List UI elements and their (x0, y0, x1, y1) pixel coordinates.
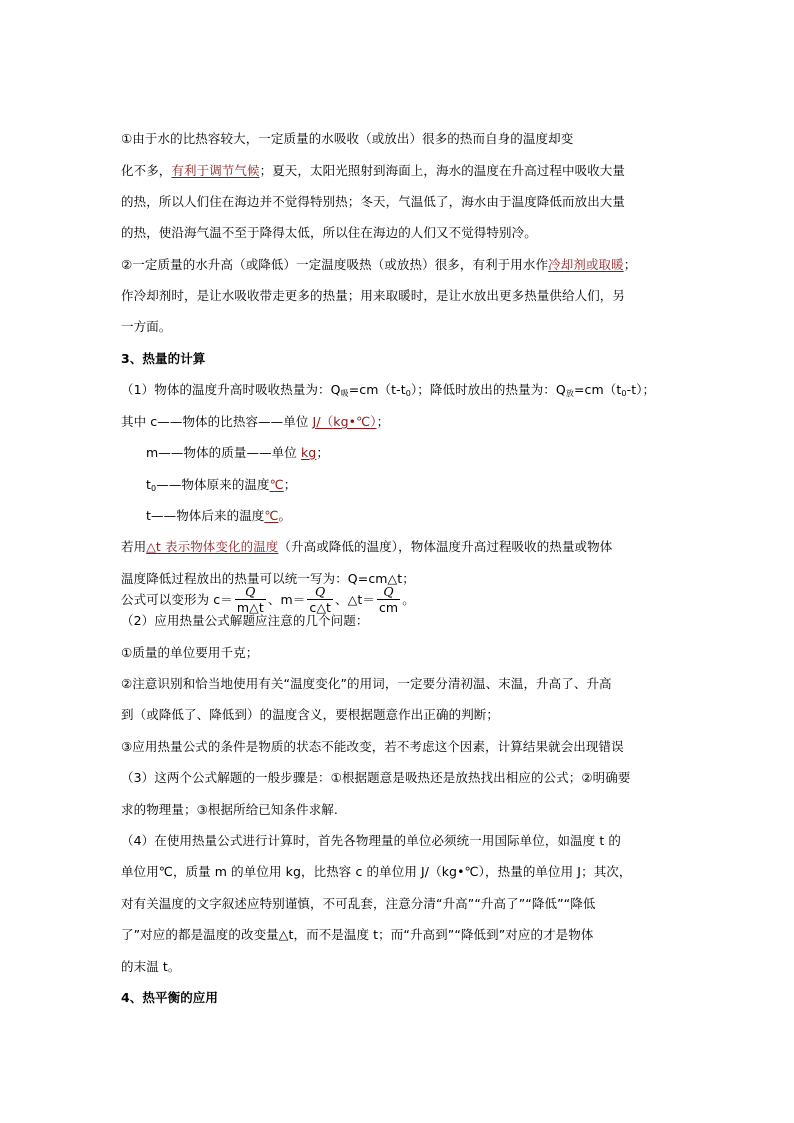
notes-line-1: （2）应用热量公式解题应注意的几个问题： (121, 613, 369, 628)
calc-line-5: t——物体后来的温度℃。 (146, 508, 292, 523)
calc-line-3: m——物体的质量——单位 kg； (146, 445, 329, 460)
notes-line-3: ②注意识别和恰当地使用有关“温度变化”的用词，一定要分清初温、末温，升高了、升高 (121, 676, 612, 691)
notes-line-2: ①质量的单位要用千克； (121, 645, 259, 660)
underlined-term: 冷却剂或取暖 (548, 257, 624, 272)
notes-line-6: （3）这两个公式解题的一般步骤是：①根据题意是吸热还是放热找出相应的公式；②明确要 (121, 770, 631, 785)
notes-line-5: ③应用热量公式的条件是物质的状态不能改变，若不考虑这个因素，计算结果就会出现错误 (121, 739, 624, 754)
unit-specific-heat: J/（kg•℃） (312, 414, 377, 429)
formula-line: 公式可以变形为 c＝ $\frac{Q}{m\triangle t}$ 、m＝ $\frac{Q}{c\triangle t}$ 、△t＝ $\frac{Q}{cm}$ 。 (121, 584, 415, 615)
notes-line-9: 单位用℃，质量 m 的单位用 kg，比热容 c 的单位用 J/（kg•℃），热量的单位用 J；其次， (121, 864, 632, 879)
notes-line-7: 求的物理量；③根据所给已知条件求解. (121, 802, 338, 817)
calc-line-7: 温度降低过程放出的热量可以统一写为：Q=cm△t； (121, 571, 415, 586)
underlined-term: △t 表示物体变化的温度 (146, 539, 279, 554)
notes-line-12: 的末温 t。 (121, 959, 181, 974)
unit-mass: kg (300, 445, 317, 460)
calc-line-6: 若用△t 表示物体变化的温度（升高或降低的温度），物体温度升高过程吸收的热量或物体 (121, 539, 613, 554)
calc-line-1: （1）物体的温度升高时吸收热量为：$Q_吸=cm(t-t_0)$；降低时放出的热量为：$Q_放=cm(t_0-t)$； (121, 382, 656, 398)
para-2-line-1: ②一定质量的水升高（或降低）一定温度吸热（或放热）很多，有利于用水作冷却剂或取暖； (121, 257, 637, 272)
para-2-line-3: 一方面。 (121, 319, 172, 334)
underlined-term: 有利于调节气候 (171, 163, 260, 178)
section-heading-4: 4、热平衡的应用 (121, 990, 218, 1005)
fraction-m: $\frac{Q}{c\triangle t}$ (309, 584, 332, 615)
calc-line-2: 其中 c——物体的比热容——单位 J/（kg•℃）； (121, 414, 390, 429)
calc-line-4: $t_0——$物体原来的温度℃； (146, 477, 297, 493)
notes-line-11: 了”对应的都是温度的改变量△t，而不是温度 t；而“升高到”“降低到”对应的才是物体 (121, 927, 594, 942)
para-1-line-2: 化不多，有利于调节气候；夏天，太阳光照射到海面上，海水的温度在升高过程中吸收大量 (121, 163, 626, 178)
unit-temperature: ℃ (269, 477, 284, 492)
unit-temperature: ℃ (264, 508, 279, 523)
para-1-line-1: ①由于水的比热容较大，一定质量的水吸收（或放出）很多的热而自身的温度却变 (121, 131, 574, 146)
para-1-line-3: 的热，所以人们住在海边并不觉得特别热；冬天，气温低了，海水由于温度降低而放出大量 (121, 194, 626, 209)
notes-line-10: 对有关温度的文字叙述应特别谨慎，不可乱套，注意分清“升高”“升高了”“降低”“降低 (121, 896, 596, 911)
para-2-line-2: 作冷却剂时，是让水吸收带走更多的热量；用来取暖时，是让水放出更多热量供给人们，另 (121, 288, 626, 303)
section-heading-3: 3、热量的计算 (121, 351, 206, 366)
fraction-c: $\frac{Q}{m\triangle t}$ (236, 584, 264, 615)
fraction-dt: $\frac{Q}{cm}$ (378, 584, 399, 615)
notes-line-4: 到（或降低了、降低到）的温度含义，要根据题意作出正确的判断； (121, 707, 500, 722)
notes-line-8: （4）在使用热量公式进行计算时，首先各物理量的单位必须统一用国际单位，如温度 t 的 (121, 833, 622, 848)
para-1-line-4: 的热，使沿海气温不至于降得太低，所以住在海边的人们又不觉得特别冷。 (121, 225, 537, 240)
